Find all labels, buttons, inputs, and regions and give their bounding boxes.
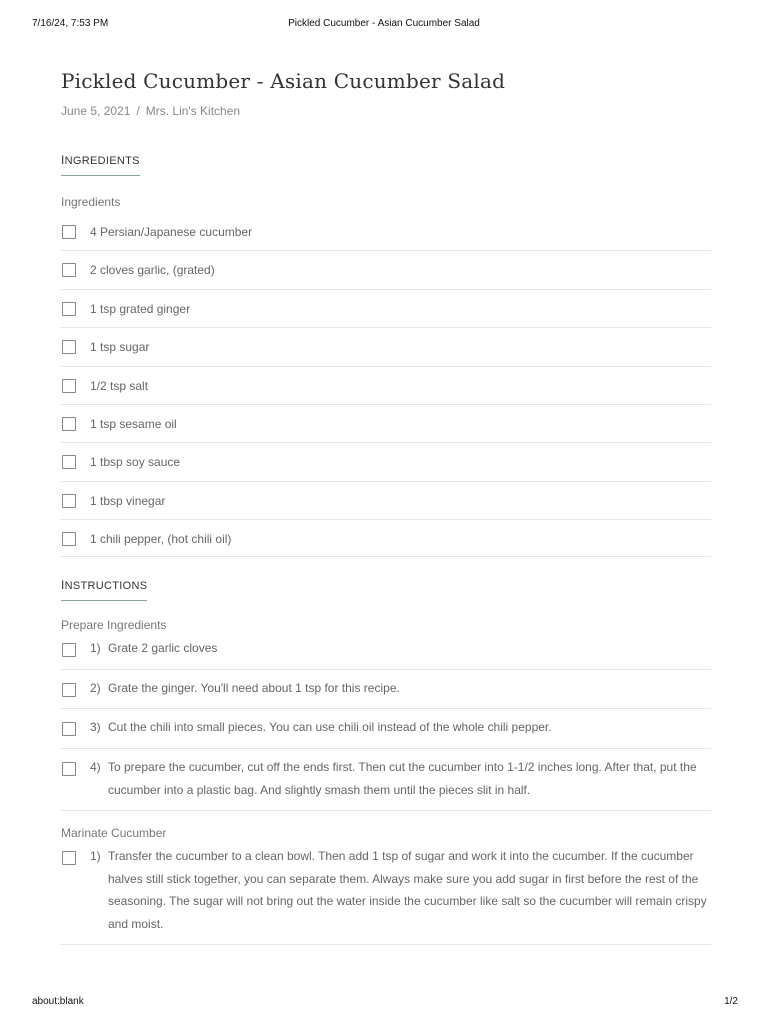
print-page-number: 1/2 (724, 996, 738, 1007)
instruction-group-label: Prepare Ingredients (61, 618, 167, 633)
ingredient-item (61, 290, 711, 328)
ingredient-item (61, 328, 711, 366)
step-text: Grate the ginger. You'll need about 1 tsp for this recipe. (108, 680, 400, 695)
step-number: 2) (90, 680, 101, 695)
recipe-date: June 5, 2021 (61, 104, 131, 118)
ingredient-text: 1 tsp grated ginger (90, 301, 191, 316)
ingredient-item (61, 367, 711, 405)
instruction-step (61, 670, 711, 710)
print-url: about:blank (32, 996, 84, 1007)
ingredient-text: 1 chili pepper, (hot chili oil) (90, 532, 232, 547)
step-number: 3) (90, 720, 101, 735)
ingredient-checkbox[interactable] (62, 455, 76, 469)
ingredient-item (61, 251, 711, 289)
ingredient-checkbox[interactable] (62, 263, 76, 277)
ingredient-checkbox[interactable] (62, 532, 76, 546)
ingredients-group-label: Ingredients (61, 195, 121, 209)
print-header (0, 18, 768, 32)
instruction-list-prepare (61, 637, 711, 811)
instruction-step (61, 709, 711, 749)
instructions-heading: INSTRUCTIONS (61, 578, 147, 601)
ingredients-section (61, 119, 711, 557)
instruction-step (61, 845, 711, 945)
print-datetime: 7/16/24, 7:53 PM (32, 18, 109, 29)
step-checkbox[interactable] (62, 722, 76, 736)
ingredient-text: 1 tsp sugar (90, 340, 150, 355)
step-text: Transfer the cucumber to a clean bowl. Then add 1 tsp of sugar and work it into the cucumber. If the cucumber halves still stick together, you can separate them. Always make sure you add sugar in first before the rest of the seasoning. The sugar will not bring out the water inside the cucumber like salt so the cucumber will remain crispy and moist. (108, 849, 707, 931)
step-number: 4) (90, 759, 101, 774)
ingredient-item (61, 443, 711, 481)
ingredients-heading: INGREDIENTS (61, 153, 140, 176)
ingredient-text: 1 tbsp vinegar (90, 493, 166, 508)
ingredient-text: 4 Persian/Japanese cucumber (90, 225, 253, 239)
ingredient-item (61, 520, 711, 557)
ingredient-item (61, 213, 711, 251)
recipe-card (61, 66, 711, 945)
ingredient-checkbox[interactable] (62, 340, 76, 354)
instructions-section (61, 557, 711, 945)
ingredient-checkbox[interactable] (62, 494, 76, 508)
ingredient-item (61, 482, 711, 520)
instruction-group-label: Marinate Cucumber (61, 826, 167, 841)
ingredient-checkbox[interactable] (62, 225, 76, 239)
step-text: To prepare the cucumber, cut off the ends first. Then cut the cucumber into 1-1/2 inches long. After that, put the cucumber into a plastic bag. And slightly smash them until the pieces slit in half. (108, 759, 697, 797)
step-number: 1) (90, 641, 101, 656)
step-checkbox[interactable] (62, 683, 76, 697)
ingredient-checkbox[interactable] (62, 417, 76, 431)
instruction-list-marinate (61, 845, 711, 945)
meta-separator: / (136, 104, 140, 118)
instruction-step (61, 637, 711, 670)
ingredient-text: 2 cloves garlic, (grated) (90, 263, 215, 278)
step-text: Cut the chili into small pieces. You can use chili oil instead of the whole chili pepper. (108, 720, 552, 735)
step-number: 1) (90, 849, 101, 864)
print-doc-title: Pickled Cucumber - Asian Cucumber Salad (288, 18, 480, 29)
step-checkbox[interactable] (62, 643, 76, 657)
ingredients-list (61, 213, 711, 557)
ingredient-item (61, 405, 711, 443)
step-checkbox[interactable] (62, 762, 76, 776)
ingredient-checkbox[interactable] (62, 379, 76, 393)
instruction-step (61, 749, 711, 811)
ingredient-text: 1/2 tsp salt (90, 378, 149, 393)
print-footer (0, 996, 768, 1010)
recipe-author[interactable]: Mrs. Lin's Kitchen (145, 104, 241, 118)
ingredient-checkbox[interactable] (62, 302, 76, 316)
recipe-title: Pickled Cucumber - Asian Cucumber Salad (61, 69, 506, 93)
step-text: Grate 2 garlic cloves (108, 641, 218, 656)
recipe-meta (61, 103, 711, 119)
ingredient-text: 1 tbsp soy sauce (90, 455, 181, 470)
ingredient-text: 1 tsp sesame oil (90, 416, 177, 431)
step-checkbox[interactable] (62, 851, 76, 865)
